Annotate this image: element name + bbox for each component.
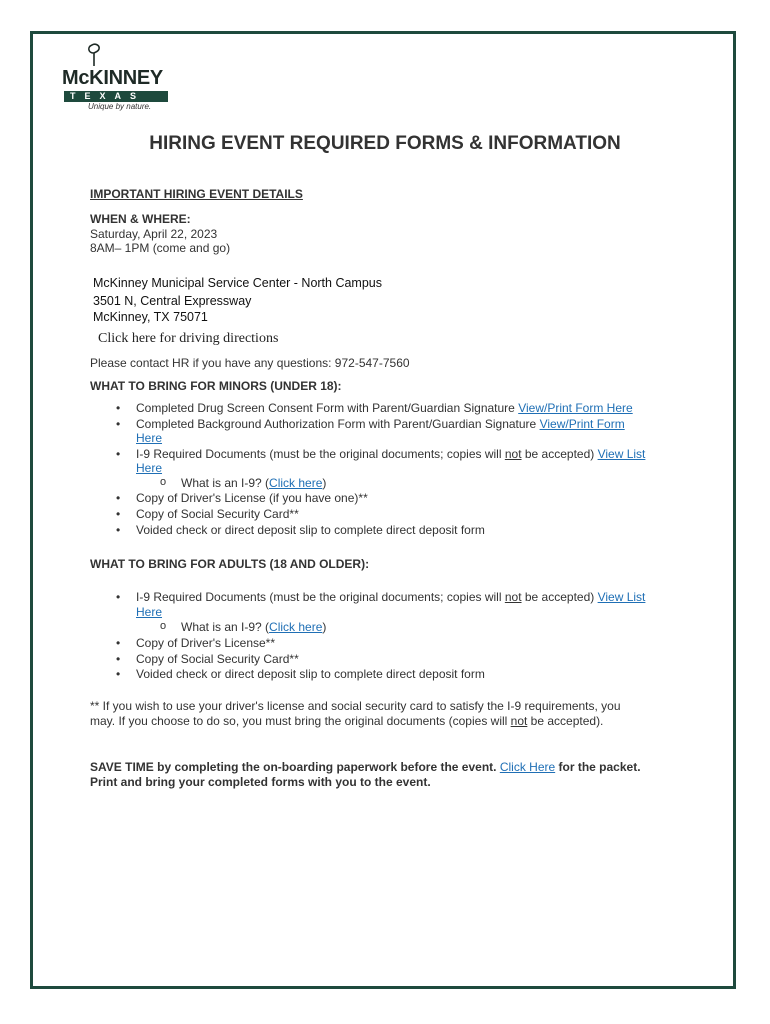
list-item-continuation [136,431,162,445]
bullet-icon: • [116,636,121,650]
save-time-text: SAVE TIME by completing the on-boarding paperwork before the event. [90,760,500,774]
i9-list-link[interactable]: View List [597,590,646,604]
packet-link[interactable]: Click Here [499,760,556,774]
item-text: Completed Drug Screen Consent Form with Parent/Guardian Signature [136,401,519,415]
item-text: be accepted) [521,590,598,604]
bullet-icon: • [116,447,121,461]
drug-screen-form-link[interactable]: View/Print Form Here [518,401,633,415]
logo-band: TEXAS [64,91,168,102]
bullet-icon: • [116,523,121,537]
item-text: ) [322,620,327,634]
tree-icon [84,42,104,68]
item-text: What is an I-9? ( [181,476,270,490]
footnote-text: may. If you choose to do so, you must bring the original documents (copies will [90,714,511,728]
driving-directions-link[interactable]: Click here for driving directions [98,331,279,346]
bullet-icon: • [116,590,121,604]
item-text: Completed Background Authorization Form with Parent/Guardian Signature [136,417,540,431]
circle-bullet-icon: o [160,620,167,632]
footnote-line-2 [90,714,603,728]
list-item: Voided check or direct deposit slip to complete direct deposit form [136,523,485,537]
details-heading: IMPORTANT HIRING EVENT DETAILS [90,187,303,201]
location-name: McKinney Municipal Service Center - North Campus [93,276,382,290]
bullet-icon: • [116,401,121,415]
i9-list-link-cont[interactable]: Here [136,605,163,619]
save-time-line-2: Print and bring your completed forms with you to the event. [90,775,431,789]
when-where-label: WHEN & WHERE: [90,212,191,226]
circle-bullet-icon: o [160,476,167,488]
address-line-2: McKinney, TX 75071 [93,310,208,324]
adults-heading: WHAT TO BRING FOR ADULTS (18 AND OLDER): [90,557,370,571]
what-is-i9-link[interactable]: Click here [269,476,323,490]
list-item [136,401,633,415]
bullet-icon: • [116,507,121,521]
item-text: What is an I-9? ( [181,620,270,634]
item-text: I-9 Required Documents (must be the original documents; copies will [136,447,505,461]
logo-wordmark: McKINNEY [62,67,163,89]
save-time-line-1 [90,760,641,774]
item-text: ) [322,476,327,490]
bullet-icon: • [116,652,121,666]
item-text: I-9 Required Documents (must be the original documents; copies will [136,590,505,604]
list-item: Copy of Social Security Card** [136,652,299,666]
footnote-text: be accepted). [527,714,604,728]
sub-list-item [181,476,326,490]
background-form-link-cont[interactable]: Here [136,431,163,445]
list-item [136,447,645,461]
logo-tagline: Unique by nature. [88,102,152,111]
emphasis-not: not [510,714,528,728]
list-item [136,417,625,431]
mckinney-logo [62,42,182,114]
bullet-icon: • [116,417,121,431]
sub-list-item [181,620,326,634]
list-item-continuation [136,461,162,475]
i9-list-link[interactable]: View List [597,447,646,461]
event-time: 8AM– 1PM (come and go) [90,241,231,255]
contact-text: Please contact HR if you have any questions: 972-547-7560 [90,356,410,370]
page-title: HIRING EVENT REQUIRED FORMS & INFORMATION [149,133,621,154]
list-item: Voided check or direct deposit slip to complete direct deposit form [136,667,485,681]
i9-list-link-cont[interactable]: Here [136,461,163,475]
list-item: Copy of Driver's License** [136,636,276,650]
what-is-i9-link[interactable]: Click here [269,620,323,634]
address-line-1: 3501 N, Central Expressway [93,294,252,308]
bullet-icon: • [116,491,121,505]
list-item [136,590,645,604]
bullet-icon: • [116,667,121,681]
background-form-link[interactable]: View/Print Form [539,417,625,431]
list-item: Copy of Driver's License (if you have one)** [136,491,368,505]
list-item: Copy of Social Security Card** [136,507,299,521]
emphasis-not: not [504,447,522,461]
event-date: Saturday, April 22, 2023 [90,227,218,241]
list-item-continuation [136,605,162,619]
minors-heading: WHAT TO BRING FOR MINORS (UNDER 18): [90,379,342,393]
emphasis-not: not [504,590,522,604]
footnote-line-1: ** If you wish to use your driver's license and social security card to satisfy the I-9 requirements, you [90,699,621,713]
save-time-text: for the packet. [555,760,641,774]
item-text: be accepted) [521,447,598,461]
